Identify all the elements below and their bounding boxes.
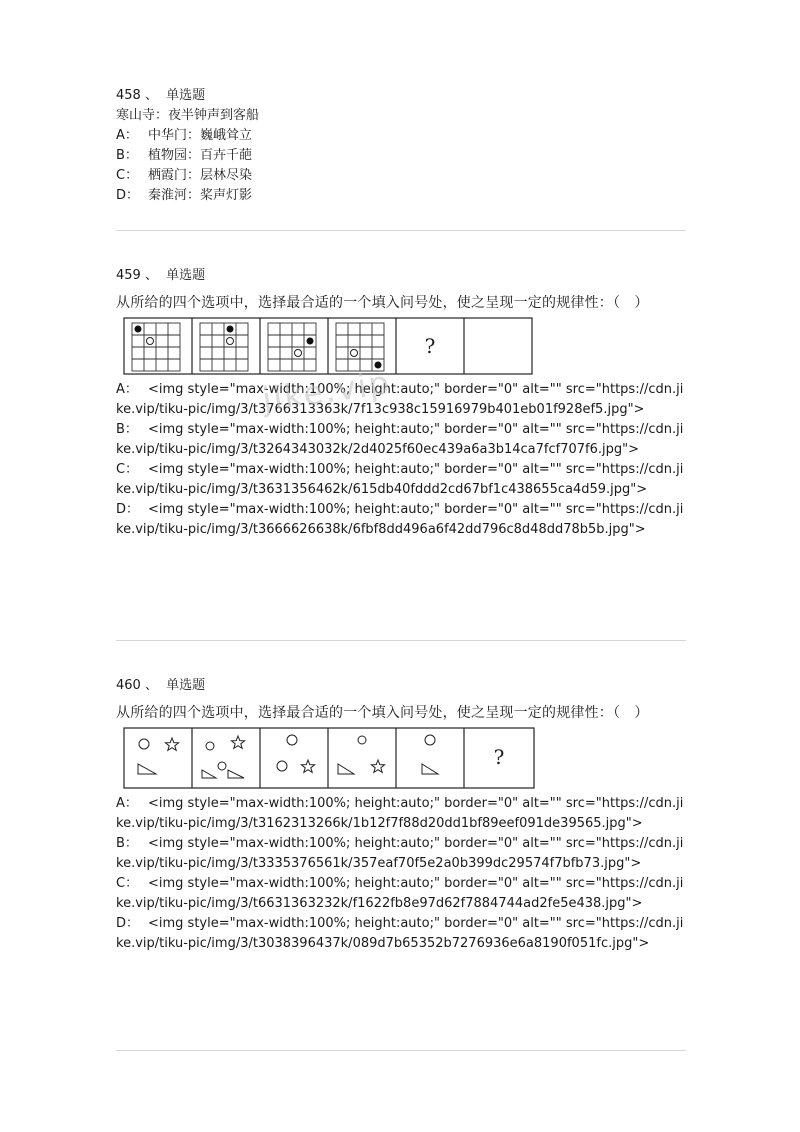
option-a[interactable]	[116, 126, 686, 146]
option-letter: D：	[116, 502, 140, 517]
option-text: 栖霞门：层林尽染	[148, 168, 253, 183]
question-type: 单选题	[166, 88, 206, 103]
option-text: <img style="max-width:100%; height:auto;" border="0" alt="" src="https://cdn.jike.vip/tiku-pic/img/3/t3038396437k/089d7b65352b7276936e6a8190f051fc.jpg">	[116, 916, 684, 951]
white-circle	[351, 350, 358, 357]
circle-shape	[139, 739, 149, 749]
option-a[interactable]	[116, 380, 686, 420]
divider	[116, 230, 686, 231]
option-text: <img style="max-width:100%; height:auto;" border="0" alt="" src="https://cdn.jike.vip/tiku-pic/img/3/t3631356462k/615db40fddd2cd67bf1c438655ca4d59.jpg">	[116, 462, 684, 497]
grid-panel-3	[268, 323, 316, 371]
option-letter: A：	[116, 382, 138, 397]
question-stem: 从所给的四个选项中，选择最合适的一个填入问号处，使之呈现一定的规律性：（ ）	[116, 295, 649, 311]
circle-shape	[287, 735, 297, 745]
triangle-shape	[202, 770, 216, 778]
option-letter: C：	[116, 168, 139, 183]
option-b[interactable]	[116, 420, 686, 460]
question-figure	[116, 726, 686, 794]
circle-shape	[277, 761, 287, 771]
question-stem: 寒山寺：夜半钟声到客船	[116, 108, 260, 123]
watermark: jike.vip	[259, 363, 394, 419]
option-d[interactable]	[116, 500, 686, 540]
option-letter: A：	[116, 796, 138, 811]
option-letter: C：	[116, 876, 139, 891]
question-number: 459	[116, 268, 141, 283]
shape-sequence-figure	[116, 726, 536, 790]
question-459	[116, 266, 686, 540]
question-stem: 从所给的四个选项中，选择最合适的一个填入问号处，使之呈现一定的规律性：（ ）	[116, 705, 649, 721]
triangle-shape	[228, 770, 244, 778]
option-d[interactable]	[116, 914, 686, 954]
question-header	[116, 676, 686, 696]
question-460	[116, 676, 686, 954]
question-type: 单选题	[166, 268, 206, 283]
option-c[interactable]	[116, 166, 686, 186]
option-text: 中华门：巍峨耸立	[148, 128, 253, 143]
option-letter: D：	[116, 188, 140, 203]
black-dot	[227, 326, 234, 333]
white-circle	[227, 338, 234, 345]
star-shape	[231, 736, 244, 748]
question-458	[116, 86, 686, 206]
question-separator: 、	[144, 678, 158, 693]
question-figure	[116, 316, 686, 380]
black-dot	[375, 362, 382, 369]
question-header	[116, 266, 686, 286]
option-letter: A：	[116, 128, 138, 143]
option-letter: B：	[116, 148, 138, 163]
black-dot	[307, 338, 314, 345]
option-d[interactable]	[116, 186, 686, 206]
option-a[interactable]	[116, 794, 686, 834]
circle-shape	[218, 762, 226, 770]
option-letter: B：	[116, 422, 138, 437]
question-separator: 、	[144, 268, 158, 283]
star-shape	[301, 760, 314, 772]
circle-shape	[206, 742, 214, 750]
option-text: <img style="max-width:100%; height:auto;" border="0" alt="" src="https://cdn.jike.vip/tiku-pic/img/3/t6631363232k/f1622fb8e97d62f7884744ad2fe5e438.jpg">	[116, 876, 684, 911]
circle-shape	[358, 736, 366, 744]
option-c[interactable]	[116, 460, 686, 500]
option-text: <img style="max-width:100%; height:auto;" border="0" alt="" src="https://cdn.jike.vip/tiku-pic/img/3/t3264343032k/2d4025f60ec439a6a3b14ca7fcf707f6.jpg">	[116, 422, 684, 457]
option-text: <img style="max-width:100%; height:auto;" border="0" alt="" src="https://cdn.jike.vip/tiku-pic/img/3/t3162313266k/1b12f7f88d20dd1bf89eef091de39565.jpg">	[116, 796, 684, 831]
option-letter: C：	[116, 462, 139, 477]
option-text: <img style="max-width:100%; height:auto;" border="0" alt="" src="https://cdn.jike.vip/tiku-pic/img/3/t3666626638k/6fbf8dd496a6f42dd796c8d48dd78b5b.jpg">	[116, 502, 684, 537]
question-header	[116, 86, 686, 106]
grid-panel-2	[200, 323, 248, 371]
star-shape	[165, 738, 178, 750]
triangle-shape	[422, 764, 438, 774]
grid-sequence-figure	[116, 316, 536, 376]
option-text: 秦淮河：桨声灯影	[148, 188, 253, 203]
option-text: <img style="max-width:100%; height:auto;" border="0" alt="" src="https://cdn.jike.vip/tiku-pic/img/3/t3766313363k/7f13c938c15916979b401eb01f928ef5.jpg">	[116, 382, 684, 417]
figure-question-mark: ?	[493, 745, 505, 769]
option-letter: B：	[116, 836, 138, 851]
triangle-shape	[138, 764, 156, 774]
question-separator: 、	[144, 88, 158, 103]
circle-shape	[425, 735, 435, 745]
figure-frame	[124, 728, 534, 788]
option-text: <img style="max-width:100%; height:auto;" border="0" alt="" src="https://cdn.jike.vip/tiku-pic/img/3/t3335376561k/357eaf70f5e2a0b399dc29574f7bfb73.jpg">	[116, 836, 684, 871]
triangle-shape	[338, 764, 354, 774]
figure-question-mark: ?	[424, 334, 436, 358]
option-letter: D：	[116, 916, 140, 931]
question-number: 458	[116, 88, 141, 103]
option-text: 植物园：百卉千葩	[148, 148, 253, 163]
white-circle	[295, 350, 302, 357]
black-dot	[135, 326, 142, 333]
divider	[116, 640, 686, 641]
star-shape	[371, 760, 384, 772]
option-c[interactable]	[116, 874, 686, 914]
option-b[interactable]	[116, 146, 686, 166]
option-b[interactable]	[116, 834, 686, 874]
question-number: 460	[116, 678, 141, 693]
divider	[116, 1050, 686, 1051]
question-type: 单选题	[166, 678, 206, 693]
white-circle	[147, 338, 154, 345]
